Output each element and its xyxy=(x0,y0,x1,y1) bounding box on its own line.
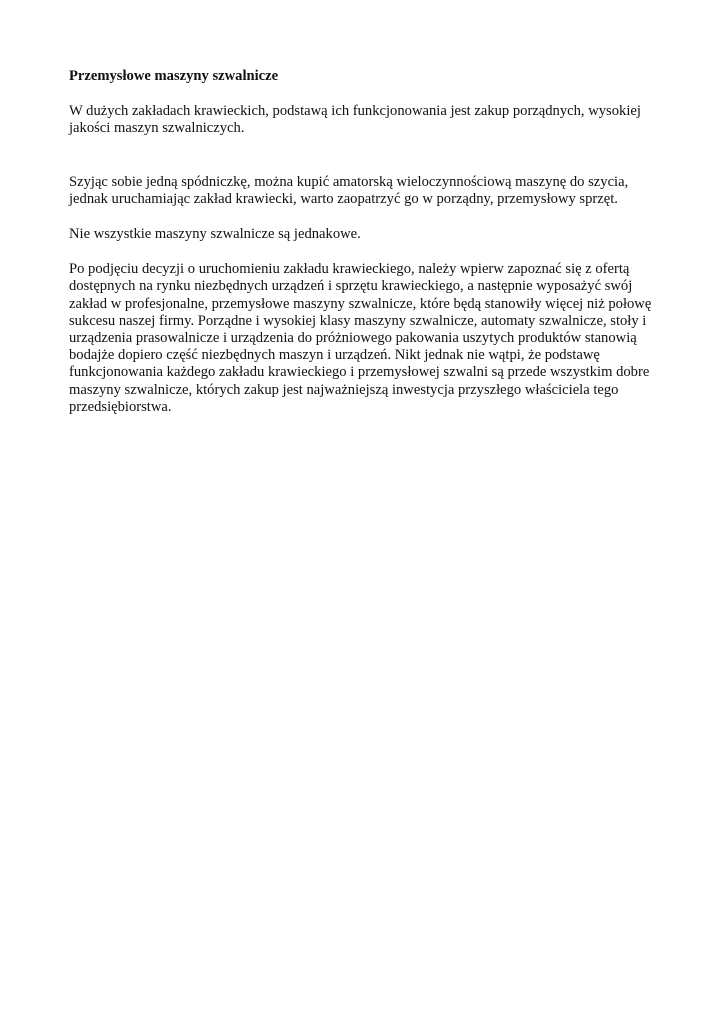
paragraph-line: dostępnych na rynku niezbędnych urządzeń i sprzętu krawieckiego, a następnie wyposażyć swój xyxy=(69,278,633,295)
paragraph-2 xyxy=(69,174,661,208)
paragraph-line: jakości maszyn szwalniczych. xyxy=(69,120,245,137)
paragraph-line: urządzenia prasowalnicze i urządzenia do próżniowego pakowania uszytych produktów stanowią xyxy=(69,330,637,347)
paragraph-line: Szyjąc sobie jedną spódniczkę, można kupić amatorską wieloczynnościową maszynę do szycia, xyxy=(69,173,629,190)
paragraph-1 xyxy=(69,103,661,137)
document-title: Przemysłowe maszyny szwalnicze xyxy=(69,68,279,84)
paragraph-line: przedsiębiorstwa. xyxy=(69,398,172,415)
paragraph-line: maszyny szwalnicze, których zakup jest najważniejszą inwestycja przyszłego właściciela tego xyxy=(69,381,619,398)
paragraph-line: jednak uruchamiając zakład krawiecki, warto zaopatrzyć go w porządny, przemysłowy sprzęt. xyxy=(69,190,618,207)
paragraph-line: bodajże dopiero część niezbędnych maszyn i urządzeń. Nikt jednak nie wątpi, że podstawę xyxy=(69,347,600,364)
paragraph-line: Po podjęciu decyzji o uruchomieniu zakładu krawieckiego, należy wpierw zapoznać się z ofertą xyxy=(69,261,630,278)
paragraph-line: sukcesu naszej firmy. Porządne i wysokiej klasy maszyny szwalnicze, automaty szwalnicze, stoły i xyxy=(69,312,647,329)
paragraph-line: funkcjonowania każdego zakładu krawieckiego i przemysłowej szwalni są przede wszystkim dobre xyxy=(69,364,650,381)
paragraph-line: zakład w profesjonalne, przemysłowe maszyny szwalnicze, które będą stanowiły więcej niż połowę xyxy=(69,295,652,312)
paragraph-4 xyxy=(69,261,661,416)
paragraph-line: W dużych zakładach krawieckich, podstawą ich funkcjonowania jest zakup porządnych, wysokiej xyxy=(69,103,641,120)
paragraph-line: Nie wszystkie maszyny szwalnicze są jednakowe. xyxy=(69,226,361,243)
paragraph-3 xyxy=(69,226,661,243)
document-body xyxy=(69,68,661,434)
